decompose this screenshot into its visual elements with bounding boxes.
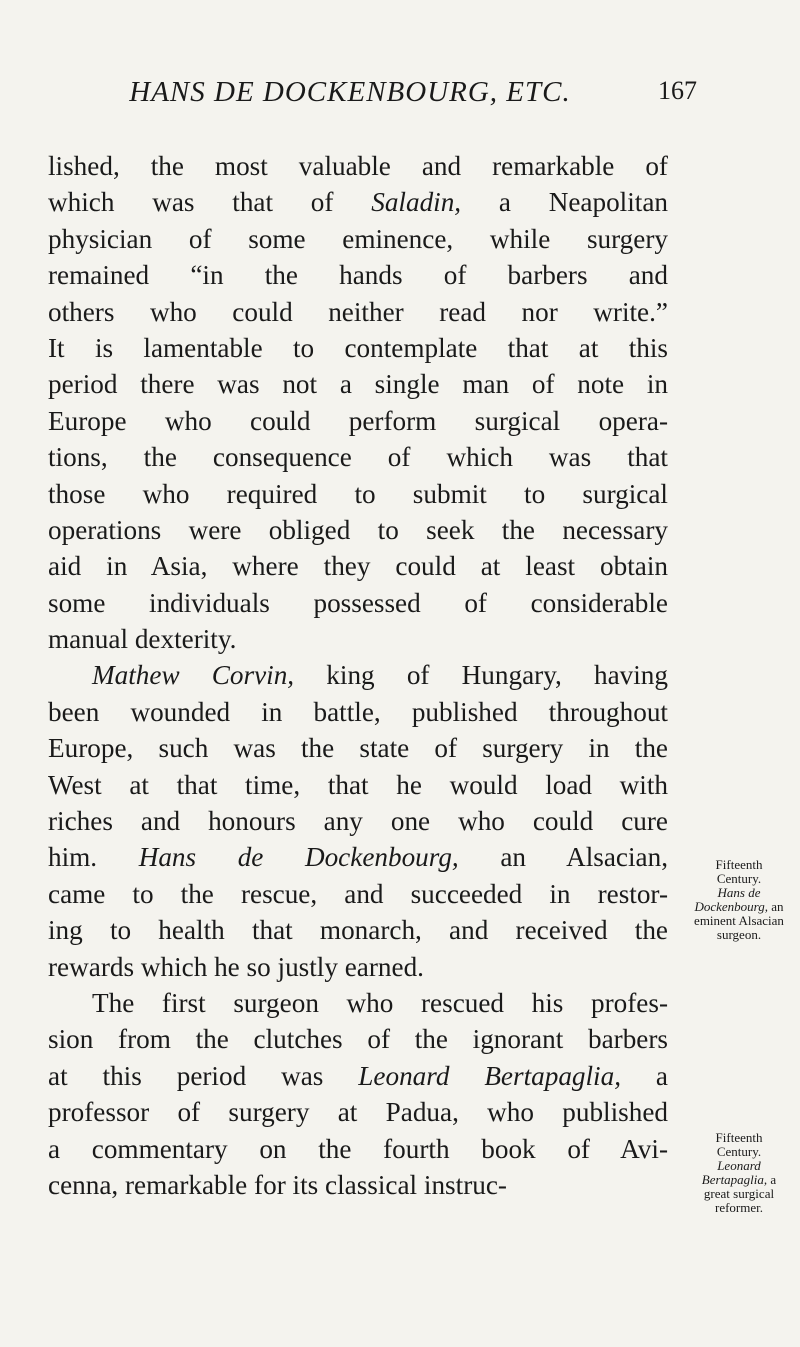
text-segment: which was that of (48, 187, 372, 218)
text-line (48, 548, 668, 584)
text-segment: physician of some eminence, while surgery (48, 223, 668, 254)
margin-note-line: Century. (716, 1144, 762, 1159)
margin-note-line: surgeon. (716, 927, 762, 942)
text-segment: rewards which he so justly earned. (48, 951, 424, 982)
text-segment: lished, the most valuable and remarkable of (48, 151, 668, 181)
text-segment: others who could neither read nor write.” (48, 296, 668, 327)
text-segment: been wounded in battle, published throughout (48, 696, 668, 727)
text-line (48, 912, 668, 948)
italic-name: Mathew Corvin, (92, 660, 295, 691)
text-line (48, 803, 668, 839)
margin-note-name: Dockenbourg, (694, 899, 768, 914)
text-segment: manual dexterity. (48, 624, 237, 655)
text-segment: Europe who could perform surgical opera- (48, 405, 668, 436)
text-line (48, 657, 668, 693)
text-line (48, 985, 668, 1021)
margin-note-line: Leonard (717, 1158, 761, 1173)
text-line (48, 512, 668, 548)
text-line (48, 294, 668, 330)
text-segment: professor of surgery at Padua, who published (48, 1097, 668, 1128)
text-line (48, 839, 668, 875)
margin-note-line: Century. (716, 871, 762, 886)
margin-note-line: eminent Alsacian (694, 913, 784, 928)
text-line (48, 949, 668, 985)
margin-note-name: Bertapaglia, (701, 1172, 768, 1187)
text-segment: The first surgeon who rescued his profes- (92, 987, 668, 1018)
text-segment: a Neapolitan (461, 187, 668, 218)
text-segment: an Alsacian, (458, 842, 669, 873)
margin-note-line: great surgical (703, 1186, 775, 1201)
text-segment: remained “in the hands of barbers and (48, 260, 668, 291)
text-segment: those who required to submit to surgical (48, 478, 668, 509)
text-segment: came to the rescue, and succeeded in restor- (48, 878, 668, 909)
text-line (48, 366, 668, 402)
text-line (48, 730, 668, 766)
text-segment: him. (48, 842, 139, 873)
text-line (48, 221, 668, 257)
text-segment: ing to health that monarch, and received the (48, 915, 668, 946)
text-line (48, 1167, 668, 1203)
margin-note-line: reformer. (714, 1200, 763, 1215)
text-segment: West at that time, that he would load with (48, 769, 668, 800)
page-number: 167 (658, 76, 697, 105)
text-line (48, 330, 668, 366)
text-segment: It is lamentable to contemplate that at this (48, 332, 668, 363)
text-segment: Europe, such was the state of surgery in the (48, 733, 668, 764)
text-line (48, 1021, 668, 1057)
text-line (48, 876, 668, 912)
text-segment: riches and honours any one who could cure (48, 806, 668, 837)
running-title: HANS DE DOCKENBOURG, ETC. (129, 76, 571, 108)
margin-note-bertapaglia (681, 1131, 797, 1215)
text-line (48, 585, 668, 621)
text-line (48, 476, 668, 512)
text-line (48, 184, 668, 220)
text-segment: king of Hungary, having (294, 660, 668, 691)
italic-name: Leonard Bertapaglia, (358, 1060, 622, 1091)
text-segment: a (621, 1060, 668, 1091)
text-line (48, 439, 668, 475)
text-line (48, 1131, 668, 1167)
page-header (0, 76, 800, 120)
text-line (48, 767, 668, 803)
italic-name: Hans de Dockenbourg, (138, 842, 459, 873)
text-line (48, 694, 668, 730)
text-segment: a commentary on the fourth book of Avi- (48, 1133, 668, 1164)
text-line (48, 1058, 668, 1094)
text-line (48, 1094, 668, 1130)
text-segment: some individuals possessed of considerable (48, 587, 668, 618)
text-segment: operations were obliged to seek the necessary (48, 514, 668, 545)
text-line (48, 621, 668, 657)
margin-note-dockenbourg (681, 858, 797, 942)
text-segment: aid in Asia, where they could at least obtain (48, 551, 668, 582)
text-segment: tions, the consequence of which was that (48, 442, 668, 473)
margin-note-text: a (767, 1172, 777, 1187)
text-line (48, 257, 668, 293)
text-segment: at this period was (48, 1060, 359, 1091)
italic-name: Saladin, (371, 187, 462, 218)
margin-note-line: Fifteenth (715, 1130, 763, 1145)
margin-note-line: Hans de (717, 885, 761, 900)
text-line (48, 403, 668, 439)
margin-note-text: an (768, 899, 784, 914)
body-text (48, 148, 668, 1203)
margin-note-line: Fifteenth (715, 857, 763, 872)
text-segment: period there was not a single man of note in (48, 369, 668, 400)
text-segment: cenna, remarkable for its classical instruc- (48, 1169, 507, 1200)
text-line (48, 148, 668, 184)
text-segment: sion from the clutches of the ignorant barbers (48, 1024, 668, 1055)
